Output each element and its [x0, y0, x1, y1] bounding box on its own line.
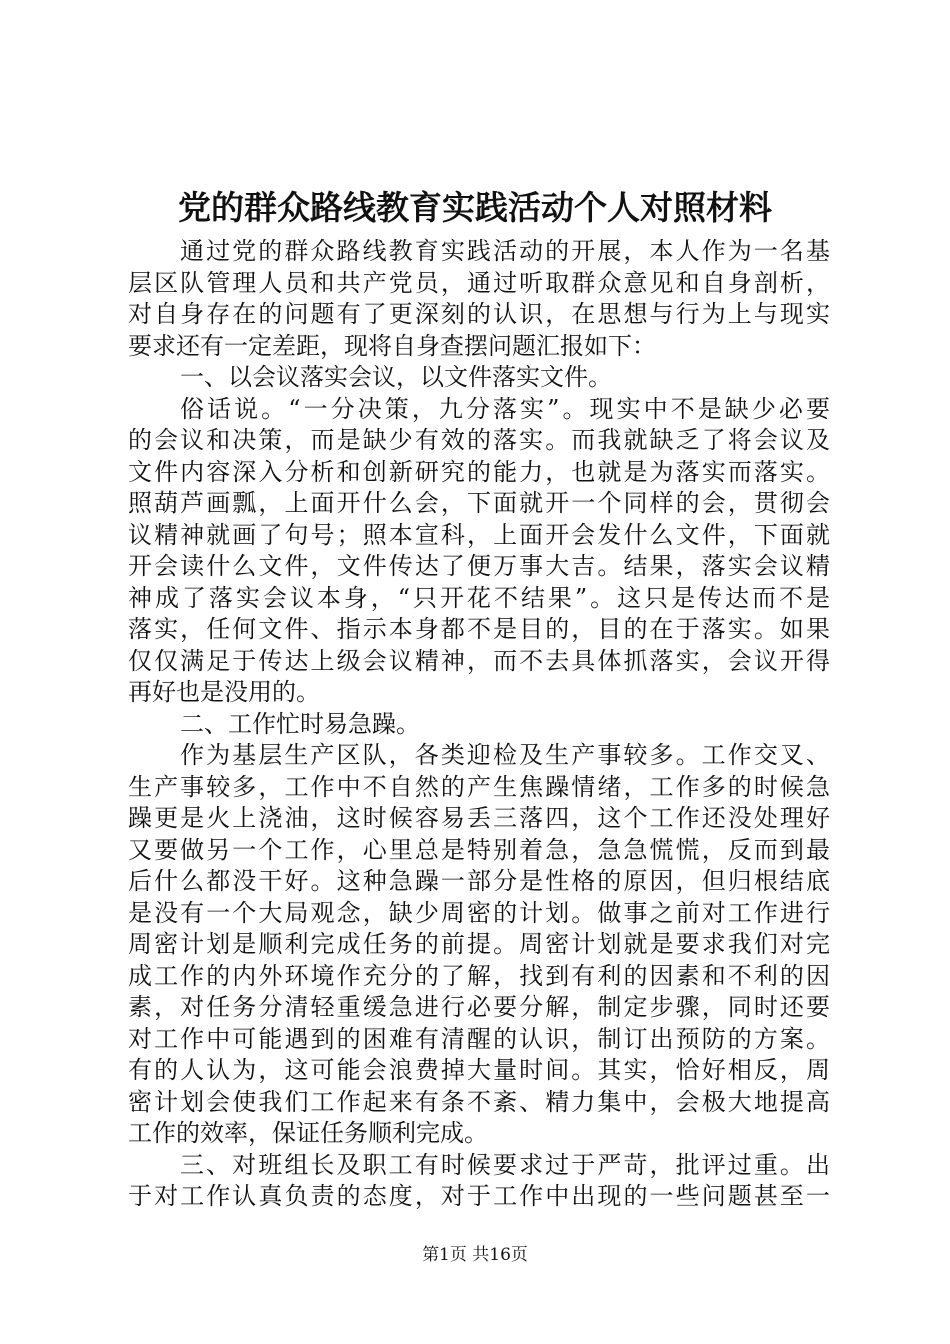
text-line: 俗话说。“一分决策，九分落实”。现实中不是缺少必要: [180, 394, 830, 423]
text-line: 的会议和决策，而是缺少有效的落实。而我就缺乏了将会议及: [128, 426, 830, 454]
text-line: 于对工作认真负责的态度，对于工作中出现的一些问题甚至一: [128, 1182, 830, 1210]
text-line: 周密计划是顺利完成任务的前提。周密计划就是要求我们对完: [128, 930, 830, 958]
text-line: 又要做另一个工作，心里总是特别着急，急急慌慌，反而到最: [128, 835, 830, 864]
text-line: 对自身存在的问题有了更深刻的认识，在思想与行为上与现实: [128, 300, 830, 328]
text-line: 落实，任何文件、指示本身都不是目的，目的在于落实。如果: [128, 615, 830, 643]
document-title: 党的群众路线教育实践活动个人对照材料: [178, 188, 772, 227]
text-line: 再好也是没用的。: [128, 678, 320, 706]
text-line: 一、以会议落实会议，以文件落实文件。: [180, 363, 612, 391]
text-line: 是没有一个大局观念，缺少周密的计划。做事之前对工作进行: [128, 898, 830, 927]
text-line: 开会读什么文件，文件传达了便万事大吉。结果，落实会议精: [128, 552, 830, 580]
text-line: 后什么都没干好。这种急躁一部分是性格的原因，但归根结底: [128, 867, 830, 895]
text-line: 照葫芦画瓢，上面开什么会，下面就开一个同样的会，贯彻会: [128, 489, 830, 517]
text-line: 成工作的内外环境作充分的了解，找到有利的因素和不利的因: [128, 961, 830, 990]
text-line: 文件内容深入分析和创新研究的能力，也就是为落实而落实。: [128, 457, 830, 486]
text-line: 神成了落实会议本身，“只开花不结果”。这只是传达而不是: [128, 583, 830, 612]
text-line: 三、对班组长及职工有时候要求过于严苛，批评过重。出: [180, 1150, 830, 1179]
text-line: 生产事较多，工作中不自然的产生焦躁情绪，工作多的时候急: [128, 772, 830, 801]
text-line: 议精神就画了句号；照本宣科，上面开会发什么文件，下面就: [128, 520, 830, 549]
page-footer: 第1页 共16页: [422, 1245, 528, 1265]
text-line: 躁更是火上浇油，这时候容易丢三落四，这个工作还没处理好: [128, 804, 830, 832]
text-line: 有的人认为，这可能会浪费掉大量时间。其实，恰好相反，周: [128, 1056, 830, 1084]
text-line: 密计划会使我们工作起来有条不紊、精力集中，会极大地提高: [128, 1087, 830, 1116]
text-line: 要求还有一定差距，现将自身查摆问题汇报如下：: [128, 331, 656, 360]
text-line: 层区队管理人员和共产党员，通过听取群众意见和自身剖析，: [128, 268, 830, 297]
text-line: 二、工作忙时易急躁。: [180, 709, 420, 738]
text-line: 仅仅满足于传达上级会议精神，而不去具体抓落实，会议开得: [128, 646, 830, 675]
text-line: 对工作中可能遇到的困难有清醒的认识，制订出预防的方案。: [128, 1024, 830, 1053]
document-body: [128, 236, 830, 1213]
text-line: 作为基层生产区队，各类迎检及生产事较多。工作交叉、: [180, 741, 830, 769]
text-line: 素，对任务分清轻重缓急进行必要分解，制定步骤，同时还要: [128, 993, 830, 1021]
text-line: 工作的效率，保证任务顺利完成。: [128, 1119, 488, 1147]
text-line: 通过党的群众路线教育实践活动的开展，本人作为一名基: [180, 237, 830, 265]
